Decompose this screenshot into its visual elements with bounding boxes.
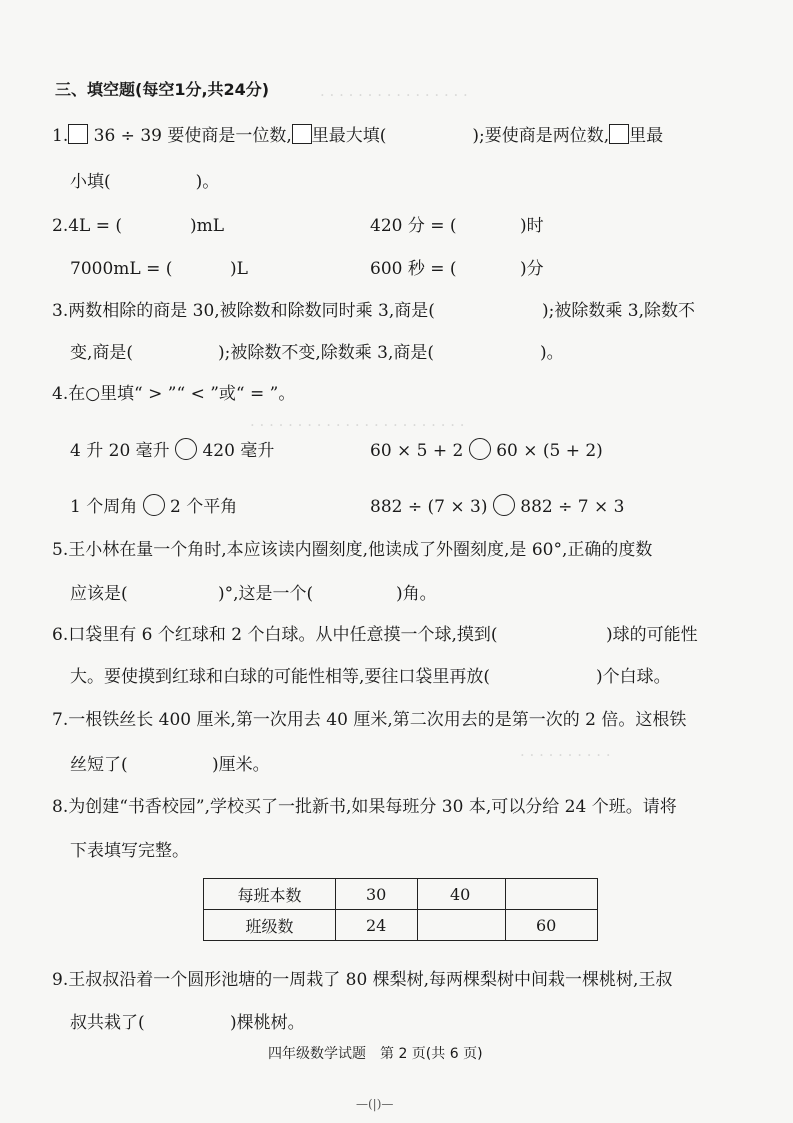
table-cell: 30 — [336, 879, 418, 910]
question-1-line-1 — [52, 124, 663, 145]
table-cell: 60 — [506, 910, 598, 941]
table-cell: 每班本数 — [204, 879, 336, 910]
question-1-line-2: 小填( )。 — [70, 172, 220, 192]
q1-text-c: );要使商是两位数, — [472, 126, 610, 146]
q6-line2-a: 大。要使摸到红球和白球的可能性相等,要往口袋里再放( — [70, 667, 491, 687]
q4-a — [70, 438, 274, 460]
q1-text-b: 里最大填( — [311, 126, 387, 146]
section-title: 三、填空题(每空1分,共24分) — [55, 80, 270, 99]
q7-line2-a: 丝短了( — [70, 755, 128, 775]
q9-line-1: 9.王叔叔沿着一个圆形池塘的一周栽了 80 棵梨树,每两棵梨树中间栽一棵桃树,王叔 — [52, 970, 673, 990]
books-table — [203, 878, 598, 941]
q8-line-1: 8.为创建“书香校园”,学校买了一批新书,如果每班分 30 本,可以分给 24 个班。请将 — [52, 797, 677, 817]
q5-line2-a: 应该是( — [70, 584, 128, 604]
q6-line1-a: 6.口袋里有 6 个红球和 2 个白球。从中任意摸一个球,摸到( — [52, 625, 498, 645]
q4-b-left: 60 × 5 + 2 — [370, 441, 464, 461]
q2-b-right: )时 — [520, 216, 544, 236]
compare-circle[interactable] — [469, 438, 491, 460]
table-cell-blank[interactable] — [506, 879, 598, 910]
table-row — [204, 910, 598, 941]
q4-d-right: 882 ÷ 7 × 3 — [520, 497, 625, 517]
q1-text-a: 36 ÷ 39 要使商是一位数, — [88, 126, 292, 146]
answer-box[interactable] — [68, 124, 88, 144]
table-cell-blank[interactable] — [418, 910, 506, 941]
q2-d-right: )分 — [520, 259, 544, 279]
q4-d — [370, 494, 624, 516]
page-footer: 四年级数学试题 第 2 页(共 6 页) — [268, 1046, 483, 1062]
compare-circle[interactable] — [143, 494, 165, 516]
q2-a-right: )mL — [190, 216, 225, 236]
q4-d-left: 882 ÷ (7 × 3) — [370, 497, 488, 517]
q5-line-1: 5.王小林在量一个角时,本应该读内圈刻度,他读成了外圈刻度,是 60°,正确的度数 — [52, 540, 653, 560]
q7-line-1: 7.一根铁丝长 400 厘米,第一次用去 40 厘米,第二次用去的是第一次的 2 倍。这根铁 — [52, 710, 687, 730]
q1-text-d: 里最 — [629, 126, 664, 146]
compare-circle[interactable] — [493, 494, 515, 516]
binding-mark: —(|)— — [356, 1097, 394, 1111]
q2-a-left: 2.4L = ( — [52, 216, 123, 236]
q6-line2-b: )个白球。 — [596, 667, 671, 687]
table-cell: 班级数 — [204, 910, 336, 941]
q3-line1-b: );被除数乘 3,除数不 — [542, 301, 695, 321]
q3-line2-c: )。 — [540, 343, 564, 363]
bleed-through-mark: · · · · · · · · · · — [520, 746, 611, 764]
q2-c-left: 7000mL = ( — [70, 259, 173, 279]
table-cell: 40 — [418, 879, 506, 910]
q4-c-left: 1 个周角 — [70, 497, 138, 517]
q3-line2-a: 变,商是( — [70, 343, 134, 363]
q9-line2-a: 叔共栽了( — [70, 1013, 145, 1033]
q1-number: 1. — [52, 126, 69, 146]
q8-line-2: 下表填写完整。 — [70, 841, 189, 861]
q9-line2-b: )棵桃树。 — [230, 1013, 305, 1033]
q7-line2-b: )厘米。 — [212, 755, 270, 775]
q4-title: 4.在○里填“ > ”“ < ”或“ = ”。 — [52, 384, 296, 404]
q6-line1-b: )球的可能性 — [606, 625, 698, 645]
q5-line2-c: )角。 — [396, 584, 437, 604]
q4-c — [70, 494, 237, 516]
answer-box[interactable] — [609, 124, 629, 144]
table-cell: 24 — [336, 910, 418, 941]
q4-b-right: 60 × (5 + 2) — [496, 441, 603, 461]
q4-b — [370, 438, 603, 460]
bleed-through-mark: · · · · · · · · · · · · · · · · — [320, 86, 468, 104]
compare-circle[interactable] — [175, 438, 197, 460]
q4-a-right: 420 毫升 — [202, 441, 275, 461]
q4-a-left: 4 升 20 毫升 — [70, 441, 170, 461]
q2-c-right: )L — [230, 259, 248, 279]
q4-c-right: 2 个平角 — [170, 497, 238, 517]
bleed-through-mark: · · · · · · · · · · · · · · · · · · · · · · · — [250, 416, 465, 434]
q3-line2-b: );被除数不变,除数乘 3,商是( — [218, 343, 435, 363]
answer-box[interactable] — [292, 124, 312, 144]
q2-d-left: 600 秒 = ( — [370, 259, 457, 279]
q5-line2-b: )°,这是一个( — [218, 584, 314, 604]
table-row — [204, 879, 598, 910]
q3-line1-a: 3.两数相除的商是 30,被除数和除数同时乘 3,商是( — [52, 301, 435, 321]
q2-b-left: 420 分 = ( — [370, 216, 457, 236]
